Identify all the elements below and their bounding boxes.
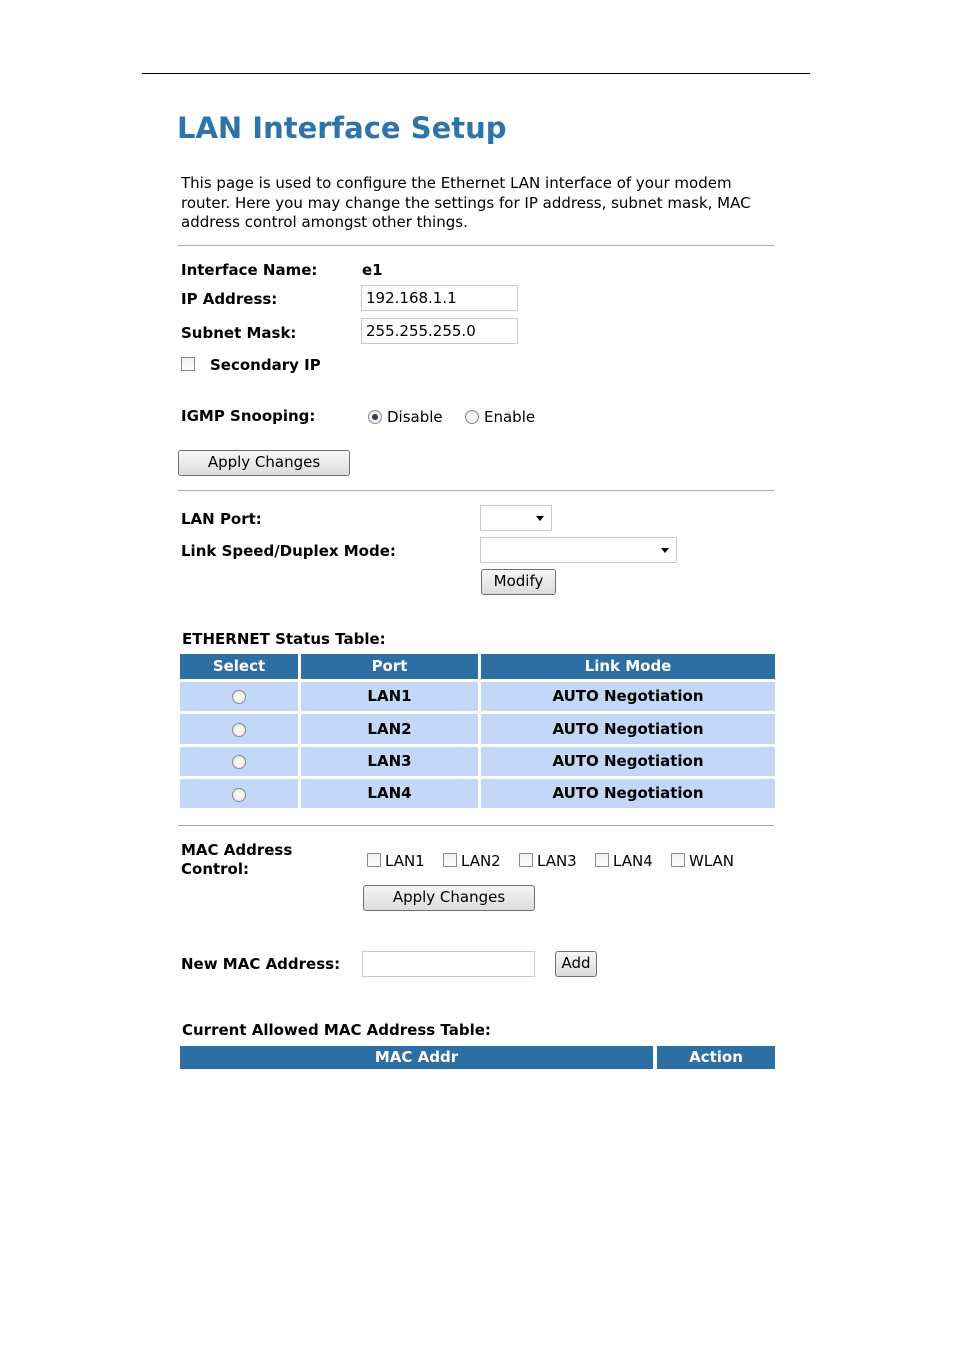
lan2-select-radio[interactable] [232,723,246,737]
page-description: This page is used to configure the Ethernet LAN interface of your modem router. Here you may change the settings for IP address, subnet mask, MAC address control amongst other things. [181,174,751,231]
table-row-port: LAN1 [301,682,478,711]
mac-table-caption: Current Allowed MAC Address Table: [182,1021,491,1039]
igmp-snooping-label: IGMP Snooping: [181,407,316,425]
mac-control-label-line1: MAC Address [181,841,293,859]
mac-lan4-label: LAN4 [613,852,653,870]
table-row-port: LAN4 [301,779,478,808]
new-mac-input[interactable] [362,951,535,977]
ip-address-label: IP Address: [181,290,278,308]
subnet-mask-input[interactable]: 255.255.255.0 [361,318,518,344]
page-title: LAN Interface Setup [177,111,507,145]
table-row-link-mode: AUTO Negotiation [481,682,775,711]
ethernet-header-link-mode: Link Mode [481,654,775,679]
link-speed-select[interactable] [480,537,677,563]
subnet-mask-label: Subnet Mask: [181,324,297,342]
mac-lan1-checkbox[interactable] [367,853,381,867]
modify-button[interactable]: Modify [481,569,556,595]
igmp-disable-label: Disable [387,408,443,426]
secondary-ip-checkbox[interactable] [181,357,195,371]
ethernet-header-port: Port [301,654,478,679]
section-divider [178,825,774,826]
mac-lan3-label: LAN3 [537,852,577,870]
lan-port-select[interactable] [480,505,552,531]
mac-apply-changes-button[interactable]: Apply Changes [363,885,535,911]
lan-port-label: LAN Port: [181,510,262,528]
mac-lan1-label: LAN1 [385,852,425,870]
ip-address-input[interactable]: 192.168.1.1 [361,285,518,311]
apply-changes-button[interactable]: Apply Changes [178,450,350,476]
ethernet-table-caption: ETHERNET Status Table: [182,630,386,648]
interface-name-value: e1 [362,261,383,279]
table-row-port: LAN3 [301,747,478,776]
lan4-select-radio[interactable] [232,788,246,802]
mac-table-header-action: Action [657,1046,775,1069]
table-row-port: LAN2 [301,714,478,744]
mac-wlan-checkbox[interactable] [671,853,685,867]
ethernet-header-select: Select [180,654,298,679]
mac-lan3-checkbox[interactable] [519,853,533,867]
igmp-enable-label: Enable [484,408,536,426]
section-divider [178,490,774,491]
igmp-enable-radio[interactable] [465,410,479,424]
mac-control-label-line2: Control: [181,860,250,878]
igmp-disable-radio[interactable] [368,410,382,424]
mac-lan2-checkbox[interactable] [443,853,457,867]
lan1-select-radio[interactable] [232,690,246,704]
mac-lan2-label: LAN2 [461,852,501,870]
interface-name-label: Interface Name: [181,261,318,279]
table-row-link-mode: AUTO Negotiation [481,714,775,744]
chevron-down-icon [536,516,544,521]
lan3-select-radio[interactable] [232,755,246,769]
section-divider [178,245,774,246]
top-divider [142,73,810,74]
table-row-link-mode: AUTO Negotiation [481,779,775,808]
secondary-ip-label: Secondary IP [210,356,321,374]
mac-lan4-checkbox[interactable] [595,853,609,867]
table-row-link-mode: AUTO Negotiation [481,747,775,776]
chevron-down-icon [661,548,669,553]
new-mac-label: New MAC Address: [181,955,341,973]
add-mac-button[interactable]: Add [555,951,597,977]
link-speed-label: Link Speed/Duplex Mode: [181,542,396,560]
mac-table-header-mac-addr: MAC Addr [180,1046,653,1069]
mac-wlan-label: WLAN [689,852,735,870]
